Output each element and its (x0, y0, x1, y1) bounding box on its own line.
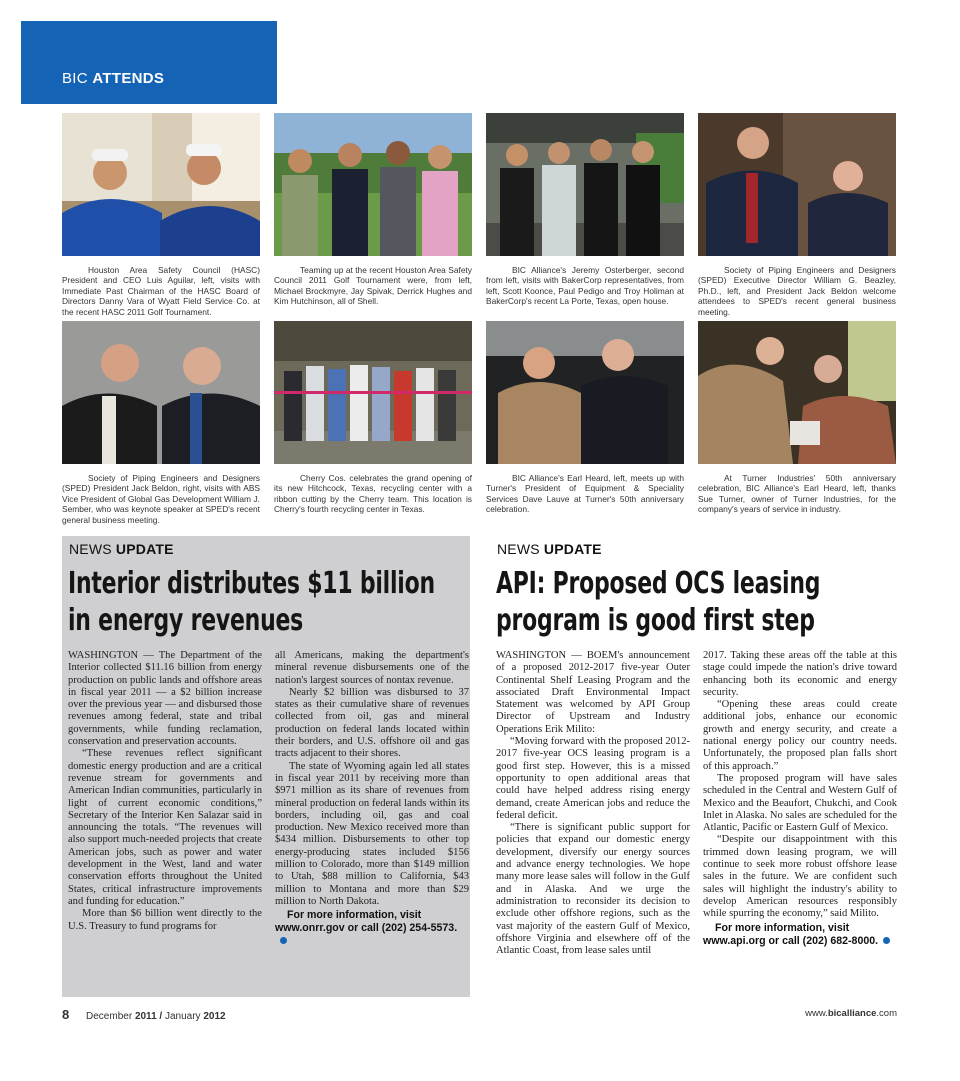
article-cta: For more information, visit www.onrr.gov or call (202) 254-5573. (275, 909, 469, 948)
page-footer-date: 8 December 2011 / January 2012 (62, 1007, 226, 1022)
photo-sped-sember (62, 321, 260, 464)
article-column: WASHINGTON — BOEM's announcement of a proposed 2012-2017 five-year Outer Continental Shelf Leasing Program and the associated Draft Environmental Impact Statement was welcomed by API Group Director of Upstream and Industry Operations Erik Milito: “Moving forward with the proposed 2012-2017 five-year OCS leasing program is a good first step. However, this is a missed opportunity to open additional areas that could have helped address rising energy demand, create American jobs and reduce the federal deficit. “There is significant public support for policies that expand our domestic energy development, diversify our energy sources and advance energy technologies. We hope many more lease sales will follow in the Gulf and in Alaska. And we urge the administration to reconsider its decision to exclude other offshore regions, such as the vast majority of the eastern Gulf of Mexico, offshore Virginia and elsewhere off of the Atlantic Coast, from lease sales until (496, 650, 690, 957)
news-kicker: NEWS UPDATE (69, 541, 174, 557)
article-column: 2017. Taking these areas off the table at this stage could impede the nation's drive toward enhancing both its economic and energy security. “Opening these areas could create additional jobs, enhance our economic growth and energy security, and create a national energy policy our country needs. Unfortunately, the proposed plan falls short of this approach.” The proposed program will have sales scheduled in the Central and Western Gulf of Mexico and the Beaufort, Chukchi, and Cook Inlet in Alaska. No sales are scheduled for the Atlantic, Pacific or Eastern Gulf of Mexico. “Despite our disappointment with this trimmed down leasing program, we will continue to seek more robust offshore lease sales in the future. We are confident such sales will highlight the industry's ability to develop American resources responsibly while spurring the economy,” said Milito. For more information, visit www.api.org or call (202) 682-8000. (703, 650, 897, 947)
page-number: 8 (62, 1007, 70, 1022)
end-mark-icon (883, 937, 890, 944)
photo-turner-sue (698, 321, 896, 464)
photo-caption: BIC Alliance's Jeremy Osterberger, second from left, visits with BakerCorp representatives, from left, Scott Koonce, Paul Pedigo and Troy Holiman at BakerCorp's recent La Porte, Texas, open house. (486, 265, 684, 307)
section-title: BIC ATTENDS (62, 70, 165, 87)
photo-golf-hasc (62, 113, 260, 256)
photo-caption: BIC Alliance's Earl Heard, left, meets up with Turner's President of Equipment & Speciality Services Dave Lauve at Turner's 50th anniversary celebration. (486, 473, 684, 515)
photo-bakercorp (486, 113, 684, 256)
photo-caption: Society of Piping Engineers and Designers (SPED) President Jack Beldon, right, visits with ABS Vice President of Global Gas Development William J. Sember, who was keynote speaker at SPED's recent general business meeting. (62, 473, 260, 525)
article-headline: Interior distributes $11 billion in energy revenues (68, 566, 435, 638)
article-column: all Americans, making the department's mineral revenue disbursements one of the nation's largest sources of nontax revenue. Nearly $2 billion was disbursed to 37 states as their cumulative share of revenues collected from oil, gas and mineral production on federal lands located within their borders, and U.S. offshore oil and gas tracts adjacent to their shores. The state of Wyoming again led all states in fiscal year 2011 by receiving more than $971 million as its share of revenues from mineral production on federal lands within its borders, including oil, gas and coal production. New Mexico received more than $434 million. Disbursements to other top energy-producing states included $156 million to Colorado, more than $149 million to Utah, $88 million to California, $43 million to Montana and more than $29 million to North Dakota. For more information, visit www.onrr.gov or call (202) 254-5573. (275, 650, 469, 948)
photo-sped-beazley (698, 113, 896, 256)
section-banner (21, 21, 277, 104)
photo-caption: Teaming up at the recent Houston Area Safety Council 2011 Golf Tournament were, from left, Michael Brockmyre, Jay Spivak, Derrick Hughes and Kim Hutchinson, all of Shell. (274, 265, 472, 307)
article-headline: API: Proposed OCS leasing program is good first step (496, 566, 821, 638)
end-mark-icon (280, 937, 287, 944)
photo-caption: Cherry Cos. celebrates the grand opening of its new Hitchcock, Texas, recycling center with a ribbon cutting by the Cherry team. This location is Cherry's fourth recycling center in Texas. (274, 473, 472, 515)
article-column: WASHINGTON — The Department of the Interior collected $11.16 billion from energy production on public lands and offshore areas in fiscal year 2011 — a $2 billion increase over the previous year — and disbursed those revenues among federal, state and tribal governments, while funding reclamation, conservation and preservation accounts. “These revenues reflect significant domestic energy production and are a critical revenue stream for governments and American Indian communities, particularly in light of current economic conditions,” Secretary of the Interior Ken Salazar said in announcing the totals. “The revenues will also support much-needed projects that create American jobs, such as power and water development in the West, land and water conservation efforts throughout the United States, critical infrastructure improvements and funding for education.” More than $6 billion went directly to the U.S. Treasury to fund programs for (68, 650, 262, 932)
photo-caption: Houston Area Safety Council (HASC) President and CEO Luis Aguilar, left, visits with Immediate Past Chairman of the HASC Board of Directors Danny Vara of Wyatt Field Service Co. at the recent HASC 2011 Golf Tournament. (62, 265, 260, 317)
footer-website-link[interactable]: www.bicalliance.com (805, 1008, 897, 1019)
photo-golf-shell (274, 113, 472, 256)
news-kicker: NEWS UPDATE (497, 541, 602, 557)
photo-cherry-ribbon (274, 321, 472, 464)
photo-turner-lauve (486, 321, 684, 464)
photo-caption: Society of Piping Engineers and Designers (SPED) Executive Director William G. Beazley, Ph.D., left, and President Jack Beldon welcome attendees to SPED's recent general business meeting. (698, 265, 896, 317)
article-cta: For more information, visit www.api.org or call (202) 682-8000. (703, 922, 897, 948)
photo-caption: At Turner Industries' 50th anniversary celebration, BIC Alliance's Earl Heard, left, thanks Sue Turner, owner of Turner Industries, for the company's years of service in industry. (698, 473, 896, 515)
